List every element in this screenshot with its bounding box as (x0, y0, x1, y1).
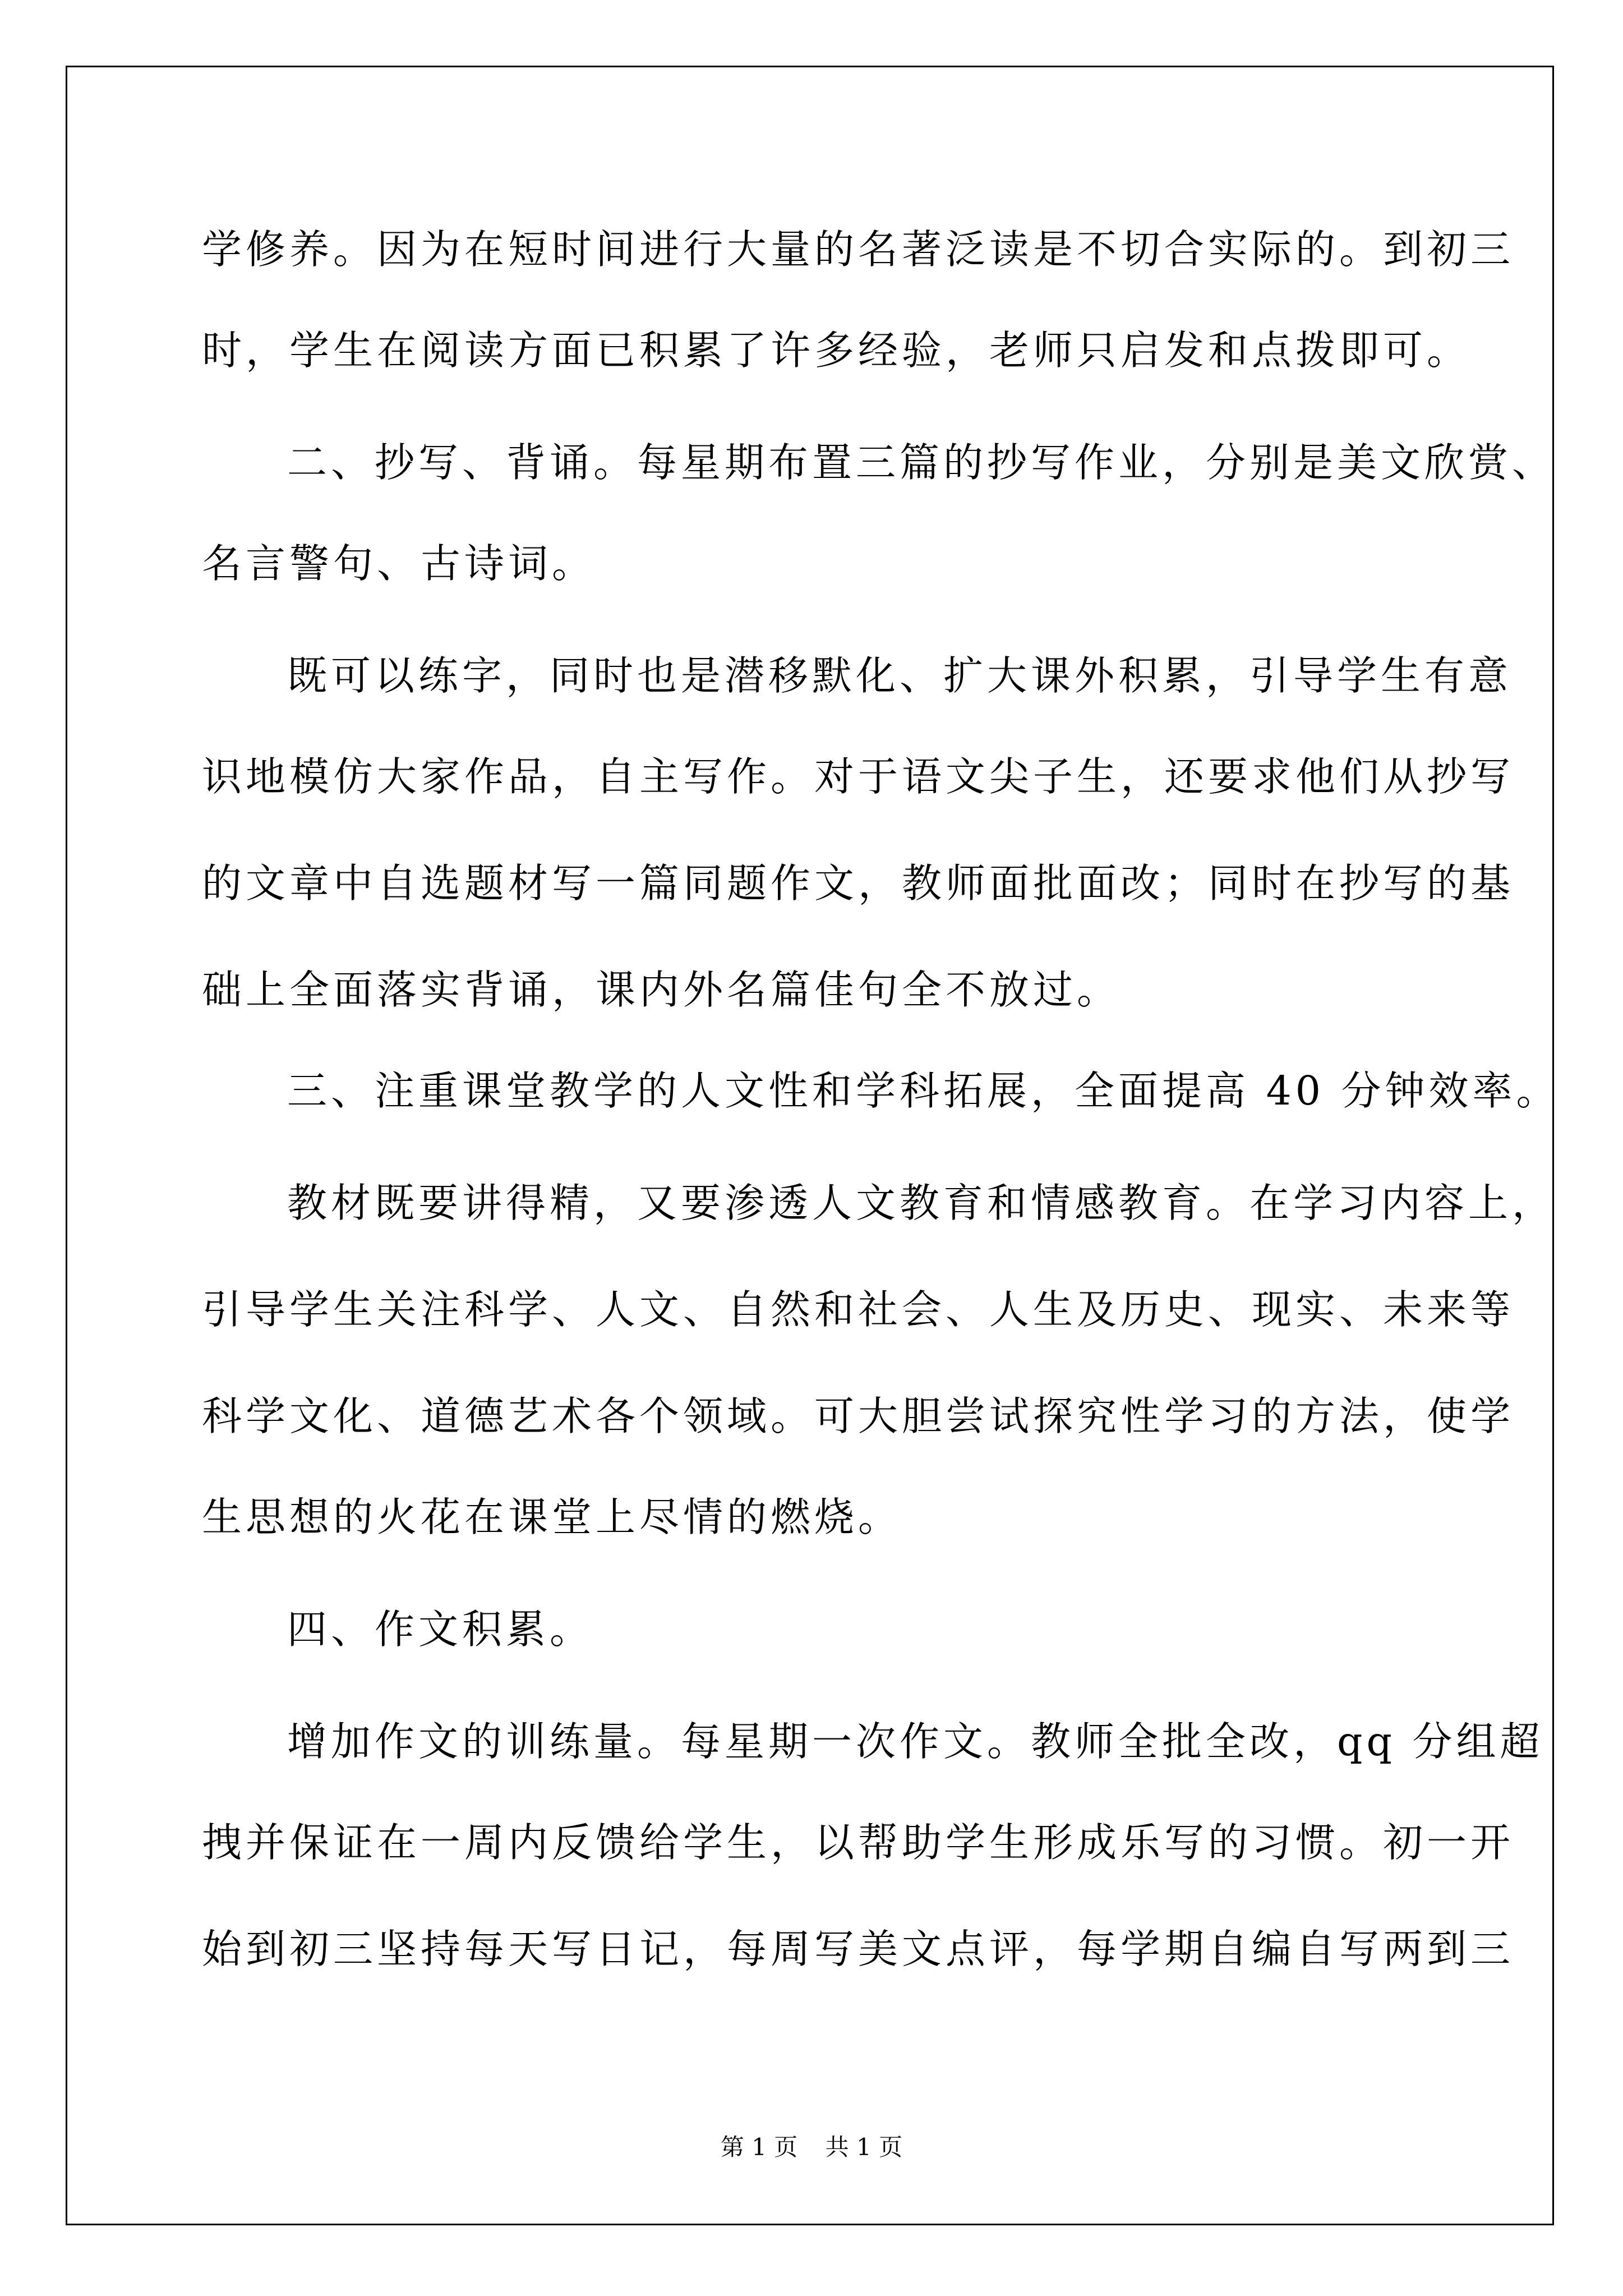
text-line: 四、作文积累。 (287, 1606, 594, 1653)
text-line: 三、注重课堂教学的人文性和学科拓展，全面提高 40 分钟效率。 (287, 1068, 1560, 1114)
page-footer (0, 2132, 1623, 2163)
text-line: 学修养。因为在短时间进行大量的名著泛读是不切合实际的。到初三 (202, 226, 1515, 273)
page-number: 第 1 页 (720, 2133, 798, 2161)
text-line: 引导学生关注科学、人文、自然和社会、人生及历史、现实、未来等 (202, 1286, 1515, 1333)
text-line: 名言警句、古诗词。 (202, 540, 596, 587)
text-line: 生思想的火花在课堂上尽情的燃烧。 (202, 1494, 902, 1540)
text-line: 拽并保证在一周内反馈给学生，以帮助学生形成乐写的习惯。初一开 (202, 1819, 1515, 1866)
text-line: 识地模仿大家作品，自主写作。对于语文尖子生，还要求他们从抄写 (202, 753, 1515, 800)
text-line: 础上全面落实背诵，课内外名篇佳句全不放过。 (202, 967, 1121, 1013)
text-line: 始到初三坚持每天写日记，每周写美文点评，每学期自编自写两到三 (202, 1926, 1515, 1972)
text-line: 既可以练字，同时也是潜移默化、扩大课外积累，引导学生有意 (287, 652, 1513, 699)
text-line: 二、抄写、背诵。每星期布置三篇的抄写作业，分别是美文欣赏、 (287, 439, 1556, 486)
text-line: 教材既要讲得精，又要渗透人文教育和情感教育。在学习内容上， (287, 1180, 1556, 1226)
page-border (66, 66, 1554, 2225)
page-total: 共 1 页 (825, 2133, 903, 2161)
text-line: 科学文化、道德艺术各个领域。可大胆尝试探究性学习的方法，使学 (202, 1393, 1515, 1439)
text-line: 的文章中自选题材写一篇同题作文，教师面批面改；同时在抄写的基 (202, 860, 1515, 907)
text-line: 增加作文的训练量。每星期一次作文。教师全批全改，qq 分组超 (287, 1718, 1544, 1765)
text-line: 时，学生在阅读方面已积累了许多经验，老师只启发和点拨即可。 (202, 327, 1471, 374)
